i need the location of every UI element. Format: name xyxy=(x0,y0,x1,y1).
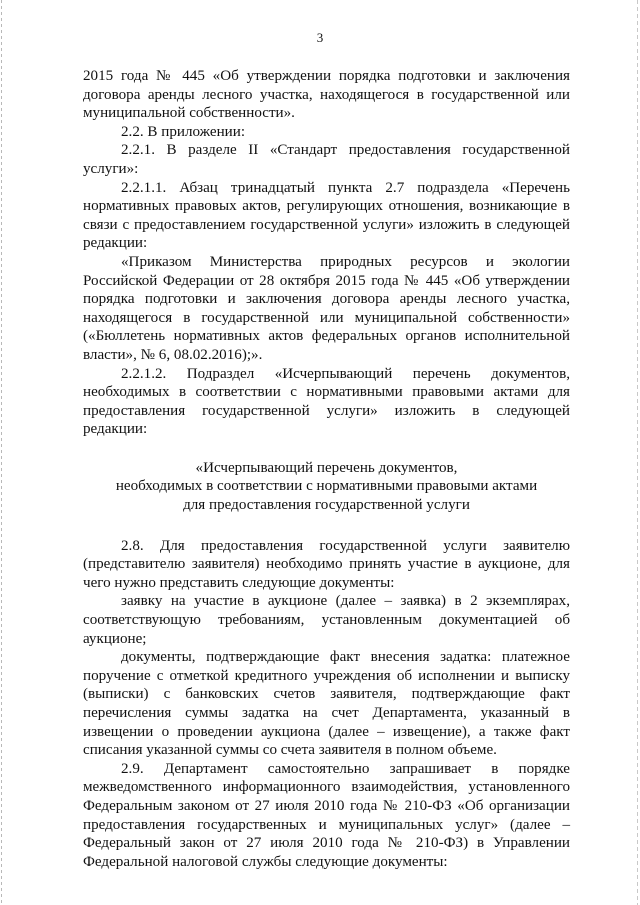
page-number: 3 xyxy=(316,30,324,45)
paragraph-2-9: 2.9. Департамент самостоятельно запрашивает в порядке межведомственного информационного взаимодействия, установленного Федеральным законом от 27 июля 2010 года № 210-ФЗ «Об организации предоставления государственных и муниципальных услуг» (далее – Федеральный закон от 27 июля 2010 года № 210-ФЗ) в Управлении Федеральной налоговой службы следующие документы: xyxy=(83,760,570,870)
paragraph-2-2: 2.2. В приложении: xyxy=(121,123,246,140)
list-item-application: заявку на участие в аукционе (далее – заявка) в 2 экземплярах, соответствующую требованиям, установленным документацией об аукционе; xyxy=(83,593,570,647)
document-body xyxy=(83,67,570,871)
paragraph-2-8: 2.8. Для предоставления государственной услуги заявителю (представителю заявителя) необходимо принять участие в аукционе, для чего нужно представить следующие документы: xyxy=(83,537,570,591)
section-heading xyxy=(83,459,570,515)
paragraph-2-2-1-2: 2.2.1.2. Подраздел «Исчерпывающий перечень документов, необходимых в соответствии с нормативными правовыми актами для предоставления государственной услуги» изложить в следующей редакции: xyxy=(83,365,570,438)
paragraph-continuation: 2015 года № 445 «Об утверждении порядка подготовки и заключения договора аренды лесного участка, находящегося в государственной или муниципальной собственности». xyxy=(83,68,570,122)
list-item-deposit-documents: документы, подтверждающие факт внесения задатка: платежное поручение с отметкой кредитного учреждения об исполнении и выписку (выписки) с банковских счетов заявителя, подтверждающие факт перечисления суммы задатка на счет Департамента, указанный в извещении о проведении аукциона (далее – извещение), а также факт списания указанной суммы со счета заявителя в полном объеме. xyxy=(83,649,570,759)
quoted-order-paragraph: «Приказом Министерства природных ресурсов и экологии Российской Федерации от 28 октября 2015 года № 445 «Об утверждении порядка подготовки и заключения договора аренды лесного участка, находящегося в государственной или муниципальной собственности» («Бюллетень нормативных актов федеральных органов исполнительной власти», № 6, 08.02.2016);». xyxy=(83,253,570,363)
section-heading-line-2: необходимых в соответствии с нормативными правовыми актами xyxy=(115,478,538,495)
section-heading-line-3: для предоставления государственной услуги xyxy=(183,497,470,514)
paragraph-2-2-1: 2.2.1. В разделе II «Стандарт предоставления государственной услуги»: xyxy=(83,142,570,177)
scan-edge-left xyxy=(1,0,2,905)
paragraph-2-2-1-1: 2.2.1.1. Абзац тринадцатый пункта 2.7 подраздела «Перечень нормативных правовых актов, регулирующих отношения, возникающие в связи с предоставлением государственной услуги» изложить в следующей редакции: xyxy=(83,179,570,252)
section-heading-line-1: «Исчерпывающий перечень документов, xyxy=(195,459,458,476)
scan-edge-right xyxy=(637,0,638,905)
